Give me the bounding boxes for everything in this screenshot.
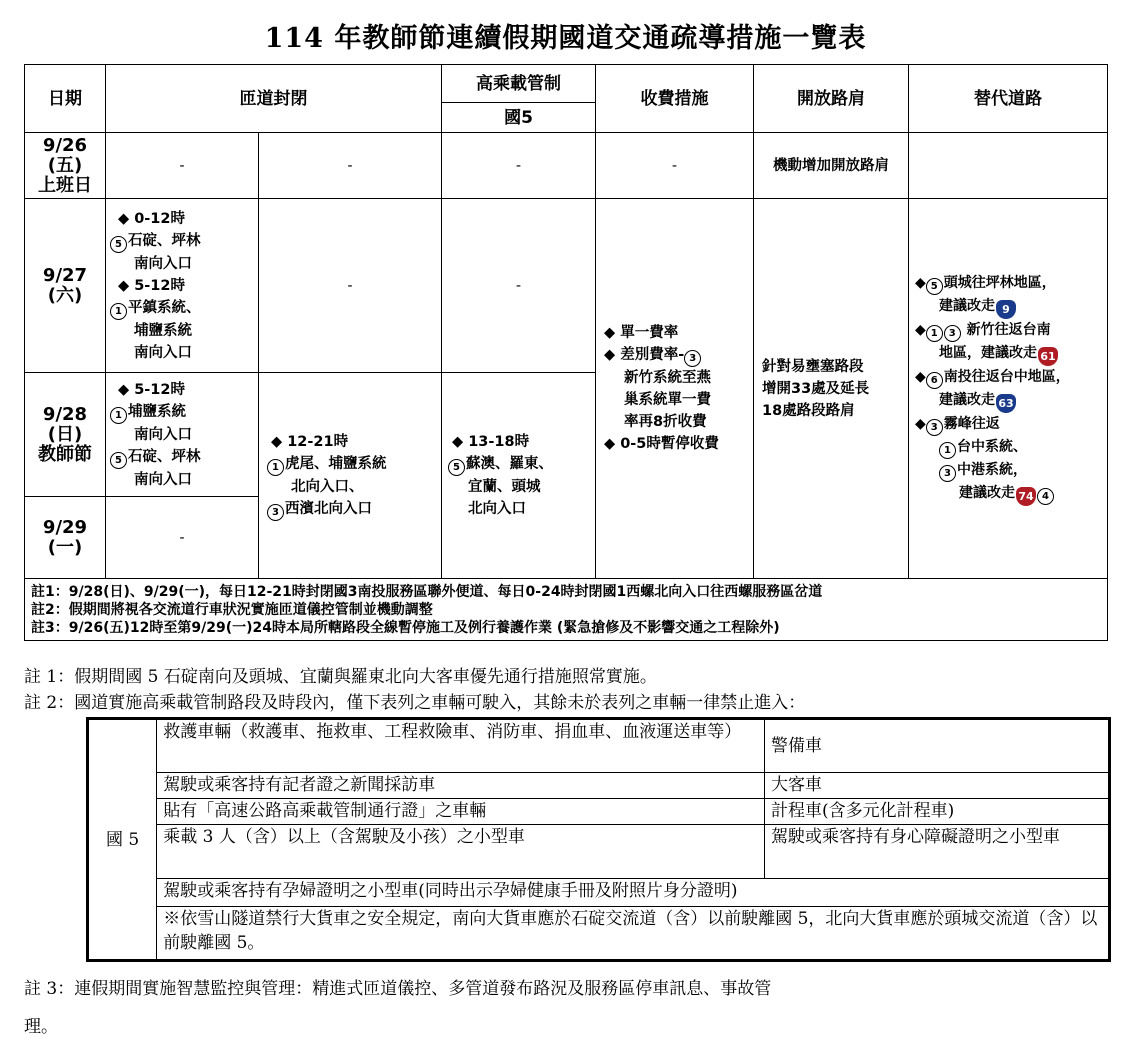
date-0928: 9/28 (日) 教師節: [25, 373, 106, 497]
header-date: 日期: [25, 65, 106, 133]
ramp-a-0927: ◆ 0-12時 5 石碇、坪林 南向入口 ◆ 5-12時 1 平鎮系統、 埔鹽系統 南向入口: [106, 199, 259, 373]
freeway-1-icon: 1: [110, 303, 127, 320]
freeway-3-icon: 3: [944, 325, 961, 342]
header-hov: 高乘載管制: [442, 65, 596, 103]
hov-0928-0929: ◆ 13-18時 5 蘇澳、羅東、 宜蘭、頭城 北向入口: [442, 373, 596, 579]
freeway-1-icon: 1: [110, 407, 127, 424]
vehicle-row-right: 駕駛或乘客持有身心障礙證明之小型車: [764, 825, 1109, 879]
freeway-3-icon: 3: [926, 419, 943, 436]
toll-measures-merged: ◆ 單一費率 ◆ 差別費率- 3 新竹系統至燕 巢系統單一費 率再8折收費 ◆ 0-5時暫停收費: [596, 199, 754, 579]
freeway-6-icon: 6: [926, 372, 943, 389]
ramp-b-0927: -: [259, 199, 442, 373]
note-2: 註 2：國道實施高乘載管制路段及時段內，僅下表列之車輛可駛入，其餘未於表列之車輛一律禁止進入：: [24, 693, 806, 713]
vehicle-row-left: 駕駛或乘客持有記者證之新聞採訪車: [157, 773, 765, 799]
note-1: 註 1：假期間國 5 石碇南向及頭城、宜蘭與羅東北向大客車優先通行措施照常實施。: [24, 667, 657, 687]
provincial-route-63-icon: 63: [996, 394, 1016, 413]
provincial-route-9-icon: 9: [996, 300, 1016, 319]
vehicle-row-right: 警備車: [764, 719, 1109, 773]
page-title: 114 年教師節連續假期國道交通疏導措施一覽表: [264, 23, 867, 54]
vehicle-row-left: 貼有「高速公路高乘載管制通行證」之車輛: [157, 799, 765, 825]
freeway-5-icon: 5: [110, 452, 127, 469]
freeway-3-icon: 3: [267, 504, 284, 521]
freeway-4-icon: 4: [1037, 488, 1054, 505]
permitted-vehicles-table: [86, 717, 1111, 962]
ramp-a-0928: ◆ 5-12時 1 埔鹽系統 南向入口 5 石碇、坪林 南向入口: [106, 373, 259, 497]
ramp-b-0928-0929: ◆ 12-21時 1 虎尾、埔鹽系統 北向入口、 3 西濱北向入口: [259, 373, 442, 579]
header-alt-route: 替代道路: [909, 65, 1108, 133]
traffic-measures-table: [24, 64, 1108, 641]
freeway-1-icon: 1: [926, 325, 943, 342]
vehicle-row-left: 救護車輛（救護車、拖救車、工程救險車、消防車、捐血車、血液運送車等）: [157, 719, 765, 773]
note-3-continued: 理。: [24, 1017, 58, 1037]
freeway-1-icon: 1: [939, 442, 956, 459]
vehicle-row-full: 駕駛或乘客持有孕婦證明之小型車(同時出示孕婦健康手冊及附照片身分證明): [157, 879, 1110, 907]
ramp-a-0926: -: [106, 133, 259, 199]
alt-0926: [909, 133, 1108, 199]
date-0929: 9/29 (一): [25, 497, 106, 579]
vehicle-row-right: 大客車: [764, 773, 1109, 799]
date-0926: 9/26 (五) 上班日: [25, 133, 106, 199]
hov-0927: -: [442, 199, 596, 373]
header-hov-freeway5: 國5: [442, 103, 596, 133]
freeway-5-group: 國 5: [88, 719, 157, 961]
alt-route-merged: ◆ 5 頭城往坪林地區， 建議改走 9 ◆ 1 3 新竹往返台南 地區，建議改走 61 ◆ 6 南投往返台中地區， 建議改走 63 ◆ 3 霧峰往返 1 台中系統、 3 中港系統， 建議改走 74 4: [909, 199, 1108, 579]
vehicle-row-left: 乘載 3 人（含）以上（含駕駛及小孩）之小型車: [157, 825, 765, 879]
ramp-b-0926: -: [259, 133, 442, 199]
freeway-5-icon: 5: [926, 278, 943, 295]
freeway-5-icon: 5: [110, 236, 127, 253]
freeway-3-icon: 3: [684, 350, 701, 367]
header-ramp-closure: 匝道封閉: [106, 65, 442, 133]
freeway-3-icon: 3: [939, 465, 956, 482]
ramp-a-0929: -: [106, 497, 259, 579]
provincial-route-74-icon: 74: [1016, 487, 1036, 506]
note-3: 註 3：連假期間實施智慧監控與管理：精進式匝道儀控、多管道發布路況及服務區停車訊息、事故管: [24, 979, 772, 999]
header-shoulder: 開放路肩: [754, 65, 909, 133]
shoulder-0926: 機動增加開放路肩: [754, 133, 909, 199]
header-toll: 收費措施: [596, 65, 754, 133]
vehicle-table-footnote: ※依雪山隧道禁行大貨車之安全規定，南向大貨車應於石碇交流道（含）以前駛離國 5，北向大貨車應於頭城交流道（含）以前駛離國 5。: [157, 907, 1110, 961]
vehicle-row-right: 計程車(含多元化計程車): [764, 799, 1109, 825]
provincial-route-61-icon: 61: [1038, 347, 1058, 366]
date-0927: 9/27 (六): [25, 199, 106, 373]
table-notes: 註1：9/28(日)、9/29(一)，每日12-21時封閉國3南投服務區聯外便道、每日0-24時封閉國1西螺北向入口往西螺服務區岔道 註2：假期間將視各交流道行車狀況實施匝道儀控管制並機動調整 註3：9/26(五)12時至第9/29(一)24時本局所轄路段全線暫停施工及例行養護作業 (緊急搶修及不影響交通之工程除外): [25, 579, 1108, 641]
toll-0926: -: [596, 133, 754, 199]
shoulder-merged: 針對易壅塞路段 增開33處及延長 18處路段路肩: [754, 199, 909, 579]
hov-0926: -: [442, 133, 596, 199]
freeway-5-icon: 5: [448, 459, 465, 476]
freeway-1-icon: 1: [267, 459, 284, 476]
